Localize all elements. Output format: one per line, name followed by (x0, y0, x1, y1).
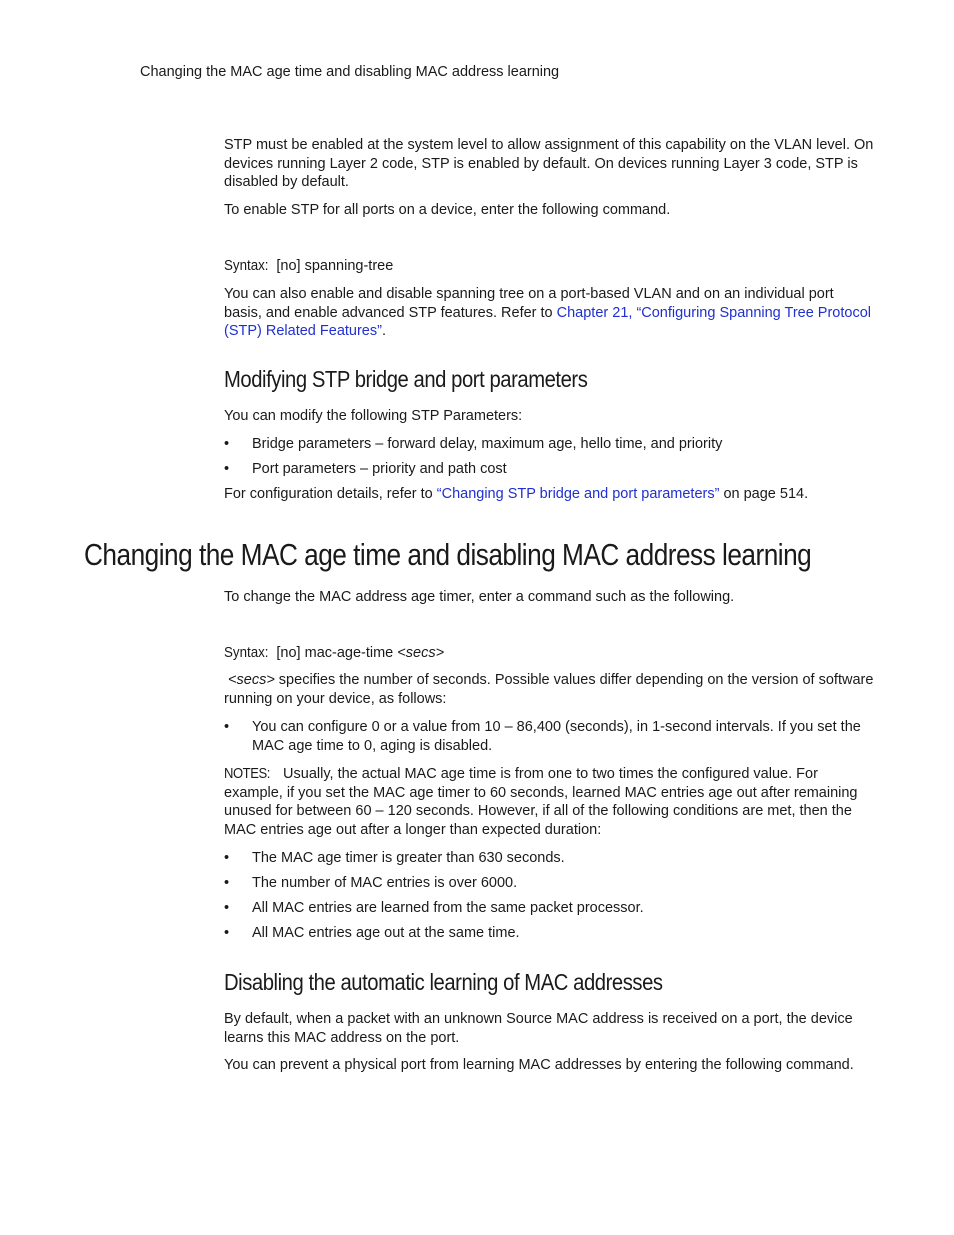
chapter-21-link[interactable]: Chapter 21, “Configuring Spanning Tree Protocol (STP) Related Features” (224, 304, 871, 340)
ref-text: For configuration details, refer to (224, 486, 437, 502)
syntax-label: Syntax: (224, 258, 269, 274)
param-desc: specifies the number of seconds. Possible values differ depending on the version of software running on your device, as follows: (224, 672, 874, 707)
running-header: Changing the MAC age time and disabling MAC address learning (140, 64, 560, 80)
mac-intro: To change the MAC address age timer, enter a command such as the following. (224, 589, 735, 605)
ref-page: on page 514. (719, 486, 809, 502)
list-item (224, 924, 874, 943)
bullet-glyph: • (224, 925, 230, 941)
list-item (224, 849, 874, 868)
list-item-text: Bridge parameters – forward delay, maximum age, hello time, and priority (252, 436, 723, 452)
stp-parameters-link[interactable]: “Changing STP bridge and port parameters” (436, 486, 720, 502)
list-item-text: All MAC entries are learned from the same packet processor. (252, 900, 644, 916)
stp-paragraph-3 (224, 285, 874, 341)
list-item (224, 460, 874, 479)
stp-paragraph-2: To enable STP for all ports on a device, enter the following command. (224, 202, 671, 218)
stp-p3-text: You can also enable and disable spanning tree on a port-based VLAN and on an individual port basis, and enable advanced STP features. Refer to (224, 286, 834, 321)
bullet-glyph: • (224, 875, 230, 891)
syntax-no: [no] (276, 258, 301, 274)
bullet-glyph: • (224, 850, 230, 866)
list-item-text: Port parameters – priority and path cost (252, 461, 507, 477)
list-item-text: The number of MAC entries is over 6000. (252, 875, 518, 891)
notes-text: Usually, the actual MAC age time is from one to two times the configured value. For example, if you set the MAC age timer to 60 seconds, learned MAC entries age out after remaining unused for between 60 – 120 seconds. However, if all of the following conditions are met, then the MAC entries age out after a longer than expected duration: (224, 766, 858, 839)
syntax-spanning-tree (224, 257, 874, 276)
bullet-glyph: • (224, 900, 230, 916)
bullet-glyph: • (224, 436, 230, 452)
heading-disable-learning: Disabling the automatic learning of MAC addresses (224, 969, 663, 995)
param-name: <secs> (228, 672, 275, 688)
list-item (224, 718, 874, 755)
modify-reference (224, 485, 874, 504)
syntax-command: spanning-tree (304, 258, 394, 274)
disable-paragraph-1: By default, when a packet with an unknown Source MAC address is received on a port, the device learns this MAC address on the port. (224, 1011, 853, 1046)
list-item (224, 899, 874, 918)
disable-paragraph-2: You can prevent a physical port from learning MAC addresses by entering the following command. (224, 1057, 854, 1073)
notes-label: NOTES: (224, 766, 270, 782)
heading-mac-age-time: Changing the MAC age time and disabling MAC address learning (84, 538, 812, 572)
list-item (224, 874, 874, 893)
modify-intro: You can modify the following STP Parameters: (224, 408, 523, 424)
list-item (224, 435, 874, 454)
bullet-glyph: • (224, 719, 230, 735)
list-item-text: All MAC entries age out at the same time. (252, 925, 520, 941)
syntax-param: <secs> (397, 645, 445, 661)
stp-paragraph-1: STP must be enabled at the system level to allow assignment of this capability on the VLAN level. On devices running Layer 2 code, STP is enabled by default. On devices running Layer 3 code, STP is disabled by default. (224, 137, 874, 191)
notes-paragraph (224, 765, 874, 840)
list-item-text: You can configure 0 or a value from 10 – 86,400 (seconds), in 1-second intervals. If you set the MAC age time to 0, aging is disabled. (252, 719, 861, 754)
bullet-glyph: • (224, 461, 230, 477)
secs-description (224, 671, 874, 708)
heading-modify-stp: Modifying STP bridge and port parameters (224, 366, 588, 392)
syntax-label: Syntax: (224, 645, 269, 661)
syntax-mac-age-time (224, 644, 874, 663)
syntax-command: mac-age-time (304, 645, 394, 661)
list-item-text: The MAC age timer is greater than 630 seconds. (252, 850, 565, 866)
stp-p3-end: . (381, 323, 386, 340)
syntax-no: [no] (276, 645, 301, 661)
